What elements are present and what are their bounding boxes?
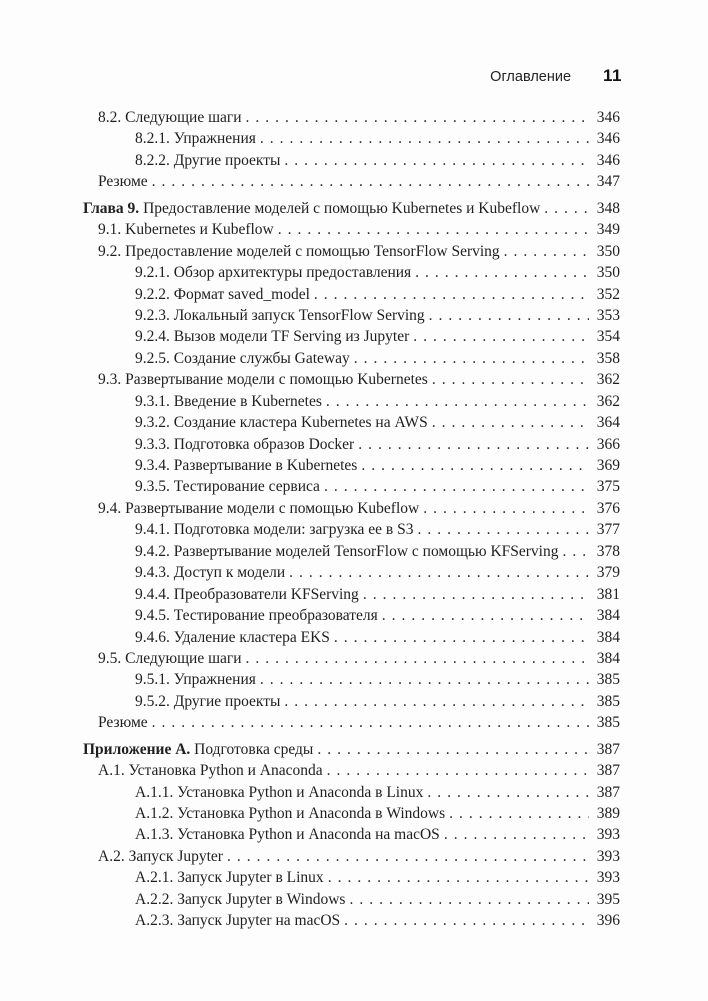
toc-entry xyxy=(83,846,620,867)
toc-entry-label: А.2.1. Запуск Jupyter в Linux xyxy=(135,869,324,887)
toc-leader-dots xyxy=(344,910,589,931)
toc-entry-page: 387 xyxy=(596,762,620,780)
toc-entry xyxy=(83,782,620,803)
toc-entry-label: 9.5. Следующие шаги xyxy=(98,649,242,667)
toc-entry-label: 9.3.3. Подготовка образов Docker xyxy=(135,435,355,453)
toc-entry-label: 9.4.1. Подготовка модели: загрузка ее в S3 xyxy=(135,521,414,539)
toc-leader-dots xyxy=(227,846,589,867)
toc-entry-label: А.1.1. Установка Python и Anaconda в Linux xyxy=(135,783,424,801)
toc-leader-dots xyxy=(326,391,589,412)
toc-entry xyxy=(83,498,620,519)
toc-leader-dots xyxy=(289,562,589,583)
toc-entry-page: 376 xyxy=(596,499,620,517)
toc-entry-label: А.2. Запуск Jupyter xyxy=(98,847,223,865)
toc-entry xyxy=(83,519,620,540)
toc-entry-page: 393 xyxy=(596,826,620,844)
toc-entry-label: Глава 9. Предоставление моделей с помощью Kubernetes и Kubeflow xyxy=(83,199,541,217)
toc-entry xyxy=(83,198,620,219)
toc-entry xyxy=(83,305,620,326)
toc-chapter-prefix: Приложение А. xyxy=(83,740,195,758)
toc-entry-page: 377 xyxy=(596,521,620,539)
toc-entry-label: 9.4.3. Доступ к модели xyxy=(135,564,286,582)
toc-leader-dots xyxy=(278,219,589,240)
toc-entry xyxy=(83,605,620,626)
toc-entry xyxy=(83,326,620,347)
toc-entry-page: 384 xyxy=(596,649,620,667)
toc-entry xyxy=(83,739,620,760)
toc-entry-page: 346 xyxy=(596,130,620,148)
toc-entry-page: 384 xyxy=(596,628,620,646)
toc-entry-label: 9.3.2. Создание кластера Kubernetes на AWS xyxy=(135,414,428,432)
running-head-title: Оглавление xyxy=(490,69,572,85)
toc-leader-dots xyxy=(317,739,589,760)
toc-leader-dots xyxy=(324,476,589,497)
toc-entry xyxy=(83,712,620,733)
toc-entry-label: 9.2.3. Локальный запуск TensorFlow Serving xyxy=(135,306,425,324)
toc-entry-page: 387 xyxy=(596,740,620,758)
toc-entry-label: 9.4.4. Преобразователи KFServing xyxy=(135,585,359,603)
toc-leader-dots xyxy=(246,648,589,669)
toc-entry-label: А.1.2. Установка Python и Anaconda в Windows xyxy=(135,805,446,822)
toc-entry-label: А.1. Установка Python и Anaconda xyxy=(98,762,323,780)
toc-leader-dots xyxy=(417,519,589,540)
toc-entry xyxy=(83,150,620,171)
toc-leader-dots xyxy=(334,627,589,648)
toc-entry xyxy=(83,627,620,648)
toc-leader-dots xyxy=(358,434,589,455)
toc-entry-label: 9.4.2. Развертывание моделей TensorFlow с помощью KFServing xyxy=(135,542,559,560)
toc-leader-dots xyxy=(429,305,589,326)
toc-leader-dots xyxy=(449,803,589,824)
toc-entry xyxy=(83,910,620,931)
toc-leader-dots xyxy=(382,605,589,626)
toc-entry xyxy=(83,476,620,497)
toc-entry-page: 350 xyxy=(596,242,620,260)
toc-entry-page: 362 xyxy=(596,371,620,389)
toc-entry xyxy=(83,648,620,669)
toc-entry-label: Резюме xyxy=(98,173,148,191)
toc-entry-page: 358 xyxy=(596,349,620,367)
toc-entry-page: 389 xyxy=(596,805,620,822)
toc-entry xyxy=(83,760,620,781)
toc-leader-dots xyxy=(423,498,589,519)
toc-entry-label: 8.2.2. Другие проекты xyxy=(135,151,281,169)
toc-entry-page: 349 xyxy=(596,221,620,239)
toc-entry-page: 385 xyxy=(596,671,620,689)
toc-entry-label: 8.2. Следующие шаги xyxy=(98,109,242,126)
toc-entry-label: Приложение А. Подготовка среды xyxy=(83,740,314,758)
running-head xyxy=(0,66,622,86)
toc-entry-label: 9.5.1. Упражнения xyxy=(135,671,256,689)
toc-entry-label: 9.2. Предоставление моделей с помощью TensorFlow Serving xyxy=(98,242,500,260)
toc-entry-label: 9.2.2. Формат saved_model xyxy=(135,285,310,303)
toc-entry xyxy=(83,455,620,476)
toc-leader-dots xyxy=(444,824,589,845)
toc-entry-label: 9.2.1. Обзор архитектуры предоставления xyxy=(135,264,412,282)
toc-entry-page: 362 xyxy=(596,392,620,410)
toc-entry-label: 8.2.1. Упражнения xyxy=(135,130,256,148)
toc-entry-page: 352 xyxy=(596,285,620,303)
toc-leader-dots xyxy=(562,541,589,562)
toc-entry xyxy=(83,262,620,283)
toc-entry-label: 9.5.2. Другие проекты xyxy=(135,692,281,710)
toc-entry-label: 9.3.5. Тестирование сервиса xyxy=(135,478,320,496)
toc-leader-dots xyxy=(432,369,589,390)
toc-leader-dots xyxy=(361,455,589,476)
toc-leader-dots xyxy=(327,760,589,781)
toc-leader-dots xyxy=(413,326,589,347)
toc-entry xyxy=(83,824,620,845)
toc-entry xyxy=(83,219,620,240)
toc-entry-page: 393 xyxy=(596,869,620,887)
toc-entry xyxy=(83,541,620,562)
toc-leader-dots xyxy=(415,262,589,283)
toc-entry xyxy=(83,107,620,128)
toc-entry-label: 9.2.4. Вызов модели TF Serving из Jupyter xyxy=(135,328,410,346)
toc-entry-label: А.1.3. Установка Python и Anaconda на macOS xyxy=(135,826,440,844)
toc-leader-dots xyxy=(349,889,589,910)
toc-entry xyxy=(83,348,620,369)
toc-entry xyxy=(83,691,620,712)
toc-entry-page: 385 xyxy=(596,714,620,732)
toc-entry-page: 364 xyxy=(596,414,620,432)
toc-entry xyxy=(83,241,620,262)
toc-entry-label: 9.2.5. Создание службы Gateway xyxy=(135,349,350,367)
toc-leader-dots xyxy=(260,128,589,149)
toc-entry-page: 354 xyxy=(596,328,620,346)
toc-entry-label: 9.3. Развертывание модели с помощью Kubernetes xyxy=(98,371,428,389)
toc-leader-dots xyxy=(260,669,589,690)
page-number: 11 xyxy=(603,66,622,85)
toc-entry-page: 396 xyxy=(596,912,620,930)
toc-leader-dots xyxy=(354,348,589,369)
toc-entry-page: 348 xyxy=(596,199,620,217)
toc-entry-label: 9.3.4. Развертывание в Kubernetes xyxy=(135,457,358,474)
toc-leader-dots xyxy=(152,712,589,733)
toc-entry xyxy=(83,391,620,412)
toc-entry xyxy=(83,412,620,433)
toc-entry-label: Резюме xyxy=(98,714,148,732)
toc-entry-label: А.2.2. Запуск Jupyter в Windows xyxy=(135,890,346,908)
toc-leader-dots xyxy=(544,198,589,219)
toc-entry xyxy=(83,562,620,583)
toc-entry-page: 387 xyxy=(596,783,620,801)
toc-leader-dots xyxy=(328,867,589,888)
toc-entry-page: 353 xyxy=(596,306,620,324)
toc-entry xyxy=(83,889,620,910)
toc-entry xyxy=(83,284,620,305)
toc-leader-dots xyxy=(504,241,589,262)
toc-entry-label: 9.4.5. Тестирование преобразователя xyxy=(135,607,378,625)
toc-leader-dots xyxy=(152,171,589,192)
toc-leader-dots xyxy=(432,412,589,433)
toc-entry xyxy=(83,584,620,605)
toc-entry xyxy=(83,128,620,149)
toc-leader-dots xyxy=(314,284,589,305)
toc-leader-dots xyxy=(427,782,589,803)
toc-leader-dots xyxy=(363,584,589,605)
toc-entry xyxy=(83,434,620,455)
toc-entry-page: 381 xyxy=(596,585,620,603)
toc-entry-page: 369 xyxy=(596,457,620,474)
toc-entry-label: 9.1. Kubernetes и Kubeflow xyxy=(98,221,274,239)
toc-entry-page: 385 xyxy=(596,692,620,710)
toc-entry-label: А.2.3. Запуск Jupyter на macOS xyxy=(135,912,341,930)
toc-entry-page: 379 xyxy=(596,564,620,582)
toc-entry-page: 393 xyxy=(596,847,620,865)
toc-entry-page: 346 xyxy=(596,109,620,126)
toc-entry-page: 384 xyxy=(596,607,620,625)
toc-entry xyxy=(83,171,620,192)
toc-entry-page: 375 xyxy=(596,478,620,496)
toc-entry-page: 378 xyxy=(596,542,620,560)
toc-entry-label: 9.3.1. Введение в Kubernetes xyxy=(135,392,322,410)
toc-leader-dots xyxy=(284,691,589,712)
toc-entry-page: 350 xyxy=(596,264,620,282)
toc-chapter-prefix: Глава 9. xyxy=(83,199,144,217)
toc-entry-label: 9.4.6. Удаление кластера EKS xyxy=(135,628,330,646)
toc-entry xyxy=(83,803,620,824)
toc-entry xyxy=(83,369,620,390)
toc-entry-page: 347 xyxy=(596,173,620,191)
toc-entry-page: 395 xyxy=(596,890,620,908)
toc-leader-dots xyxy=(284,150,589,171)
toc-entry xyxy=(83,669,620,690)
toc-entry-page: 346 xyxy=(596,151,620,169)
toc-entry-page: 366 xyxy=(596,435,620,453)
toc-leader-dots xyxy=(246,107,589,128)
toc-entry xyxy=(83,867,620,888)
toc-list xyxy=(83,107,620,932)
toc-entry-label: 9.4. Развертывание модели с помощью Kubeflow xyxy=(98,499,420,517)
